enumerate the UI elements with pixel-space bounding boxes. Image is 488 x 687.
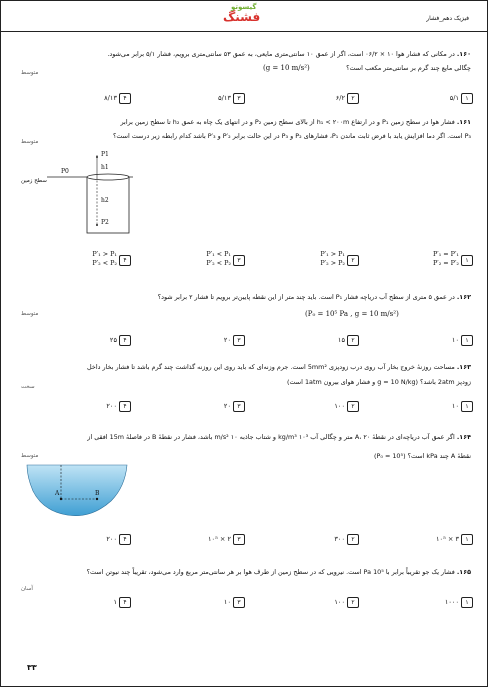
logo-main-text: فشنگ xyxy=(223,10,261,24)
option-2[interactable]: ۲ P′₁ > P₁ P′₂ > P₂ xyxy=(245,249,359,273)
question-number: ۱۶۰. xyxy=(456,50,471,58)
option-1[interactable]: ۱ ۱۰ xyxy=(359,334,473,348)
options-160 xyxy=(17,92,473,106)
page-header xyxy=(1,1,487,32)
question-number: ۱۶۲. xyxy=(456,293,471,301)
question-text: اگر عمق آب دریاچه‌ای در نقطهٔ A، ۲۰ متر و چگالی آب ۱۰³ kg/m³ و شتاب جاذبه ۱۰ m/s² باشد، فشار در نقطهٔ B در فاصلهٔ 15m افقی از xyxy=(87,433,455,441)
label-ground-surface: سطح زمین xyxy=(21,178,47,184)
logo-top-text: گیسوتو xyxy=(231,3,257,11)
question-160 xyxy=(15,51,471,59)
difficulty-label: متوسط xyxy=(21,453,39,459)
question-161-line2 xyxy=(15,133,471,141)
question-162 xyxy=(15,294,471,302)
option-2[interactable]: ۲ ۱۵ xyxy=(245,334,359,348)
label-p2: P2 xyxy=(101,219,109,226)
question-text: در مکانی که فشار هوا ۱۰ × ۰۶/۲ است، اگر از عمق ۱۰ سانتی‌متری مایعی، به عمق ۵۳ سانتی‌متری برویم، فشار ۵/۱ برابر می‌شود. xyxy=(107,50,455,58)
option-1[interactable]: ۱ ۵/۱ xyxy=(359,92,473,106)
option-3[interactable]: ۳ ۵/۱۳ xyxy=(131,92,245,106)
well-diagram xyxy=(47,155,133,235)
lake-figure xyxy=(25,457,129,521)
option-1[interactable]: ۱ ۱۰۰۰ xyxy=(359,596,473,610)
question-text: فشار هوا در سطح زمین P₁ و در ارتفاع h₁ < ۲۰۰m از بالای سطح زمین P₂ و در انتهای یک چاه به عمق h₂ تا سطح زمین برابر xyxy=(120,118,455,126)
question-text: در عمق ۵ متری از سطح آب دریاچه فشار P₁ است. باید چند متر از این نقطه پایین‌تر برویم تا فشار ۲ برابر شود؟ xyxy=(157,293,455,301)
subject-title: فیزیک دهم_فشار xyxy=(426,15,469,22)
option-2[interactable]: ۲ ۳۰۰ xyxy=(245,533,359,547)
question-text: زودپز 2atm باشد؟ (g = 10 N/kg و فشار هوای بیرون 1atm است) xyxy=(287,378,471,386)
difficulty-label: آسان xyxy=(21,586,33,592)
option-4[interactable]: ۴ ۲۵ xyxy=(17,334,131,348)
question-text: P₃ است. اگر دما افزایش یابد با فرض ثابت ماندن P₁، فشارهای P₂ و P₃ در این حالت برابر P′₂ و P′₃ باشد کدام رابطه زیر درست است؟ xyxy=(112,132,471,140)
publisher-logo xyxy=(219,3,277,27)
question-formula: (P₀ = 10⁵ Pa , g = 10 m/s²) xyxy=(305,310,399,318)
options-161 xyxy=(17,249,473,273)
page-number: ۳۳ xyxy=(27,663,37,672)
difficulty-label: سخت xyxy=(21,384,35,390)
option-3[interactable]: ۳ ۲۰ xyxy=(131,400,245,414)
question-160-line2 xyxy=(15,65,471,73)
option-4[interactable]: ۴ ۸/۱۳ xyxy=(17,92,131,106)
lake-diagram xyxy=(25,457,129,521)
options-164 xyxy=(17,533,473,547)
option-1[interactable]: ۱ P′₁ = P′₁ P′₂ = P′₂ xyxy=(359,249,473,273)
option-4[interactable]: ۴ ۱ xyxy=(17,596,131,610)
label-p0: P0 xyxy=(61,168,69,175)
question-text: فشار یک جو تقریباً برابر با 10⁵ Pa است. نیرویی که در سطح زمین از طرف هوا بر هر سانتی‌متر مربع وارد می‌شود، تقریباً چند نیوتن است؟ xyxy=(86,568,455,576)
option-3[interactable]: ۳ P′₁ < P₁ P′₂ < P₂ xyxy=(131,249,245,273)
option-2[interactable]: ۲ ۱۰۰ xyxy=(245,400,359,414)
difficulty-label: متوسط xyxy=(21,311,39,317)
options-162 xyxy=(17,334,473,348)
difficulty-label: متوسط xyxy=(21,139,39,145)
label-point-a: A xyxy=(55,490,60,497)
question-number: ۱۶۳. xyxy=(456,363,471,371)
question-165 xyxy=(15,569,471,577)
difficulty-label: متوسط xyxy=(21,70,39,76)
question-163 xyxy=(15,364,471,372)
question-163-line2 xyxy=(15,379,471,387)
question-161 xyxy=(15,119,471,127)
label-p1: P1 xyxy=(101,151,109,158)
question-text: چگالی مایع چند گرم بر سانتی‌متر مکعب است؟ xyxy=(346,64,471,72)
option-2[interactable]: ۲ ۱۰۰ xyxy=(245,596,359,610)
option-4[interactable]: ۴ ۲۰۰ xyxy=(17,400,131,414)
option-4[interactable]: ۴ P′₁ > P₁ P′₂ < P₂ xyxy=(17,249,131,273)
label-h1: h1 xyxy=(101,164,109,171)
option-2[interactable]: ۲ ۶/۲ xyxy=(245,92,359,106)
option-1[interactable]: ۱ ۱۰ xyxy=(359,400,473,414)
option-3[interactable]: ۳ ۲۰ xyxy=(131,334,245,348)
option-4[interactable]: ۴ ۲۰۰ xyxy=(17,533,131,547)
well-figure xyxy=(21,151,133,235)
label-h2: h2 xyxy=(101,197,109,204)
option-3[interactable]: ۳ ۱۰ xyxy=(131,596,245,610)
option-3[interactable]: ۳ ۲ × ۱۰⁵ xyxy=(131,533,245,547)
question-formula: (g = 10 m/s²) xyxy=(263,64,310,72)
question-164 xyxy=(15,434,471,442)
question-text: مساحت روزنهٔ خروج بخار آب روی درب زودپزی 5mm² است. جرم وزنه‌ای که باید روی این روزنه گذاشت چند گرم باشد تا فشار بخار داخل xyxy=(87,363,455,371)
options-165 xyxy=(17,596,473,610)
question-number: ۱۶۱. xyxy=(456,118,471,126)
label-point-b: B xyxy=(95,490,100,497)
question-number: ۱۶۴. xyxy=(456,433,471,441)
question-number: ۱۶۵. xyxy=(456,568,471,576)
option-1[interactable]: ۱ ۳ × ۱۰⁵ xyxy=(359,533,473,547)
question-text: نقطهٔ A چند kPa است؟ (P₀ = 10⁵) xyxy=(374,452,471,460)
options-163 xyxy=(17,400,473,414)
